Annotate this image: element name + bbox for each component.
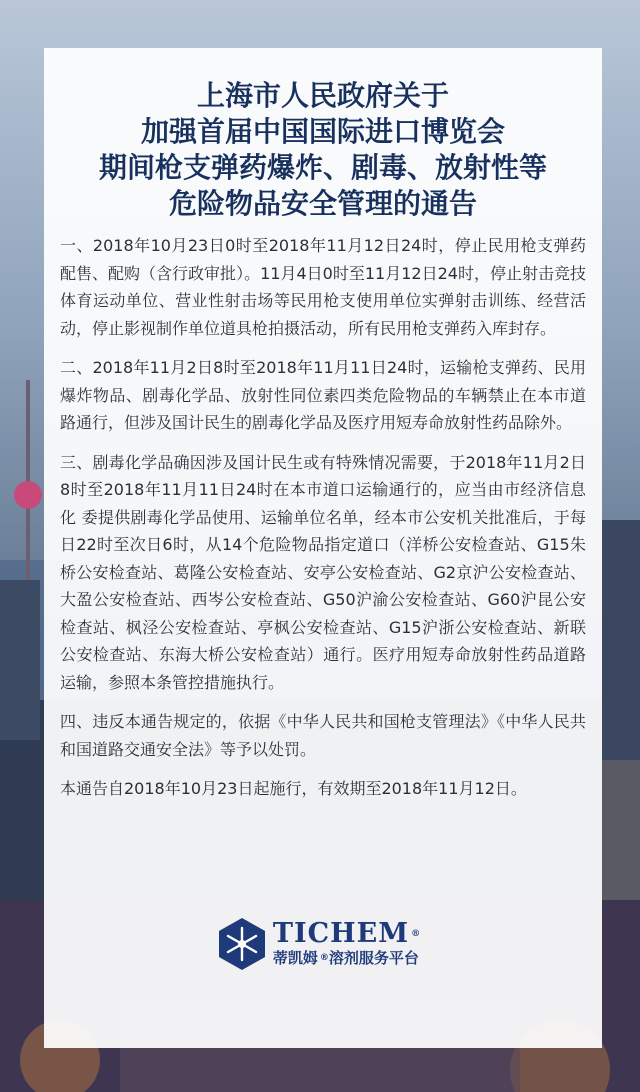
brand-text xyxy=(273,920,421,968)
notice-paragraph: 三、剧毒化学品确因涉及国计民生或有特殊情况需要，于2018年11月2日8时至2018年11月11日24时在本市道口运输通行的，应当由市经济信息化 委提供剧毒化学品使用、运输单位名单，经本市公安机关批准后，于每日22时至次日6时，从14个危险物品指定道口（洋桥公安检查站、G15朱桥公安检查站、葛隆公安检查站、安亭公安检查站、G2京沪公安检查站、大盈公安检查站、西岑公安检查站、G50沪渝公安检查站、G60沪昆公安检查站、枫泾公安检查站、亭枫公安检查站、G15沪浙公安检查站、新联公安检查站、东海大桥公安检查站）通行。医疗用短寿命放射性药品道路运输，参照本条管控措施执行。 xyxy=(60,452,586,692)
title-line: 危险物品安全管理的通告 xyxy=(168,187,477,220)
brand-logo xyxy=(0,912,640,976)
title-line: 上海市人民政府关于 xyxy=(196,79,449,112)
star-logo-icon xyxy=(219,918,265,970)
notice-panel xyxy=(44,48,602,1048)
brand-name-en: TICHEM xyxy=(272,918,410,949)
brand-slogan: 溶剂服务平台 xyxy=(328,949,419,967)
notice-paragraph: 本通告自2018年10月23日起施行，有效期至2018年11月12日。 xyxy=(60,779,527,798)
title-line: 期间枪支弹药爆炸、剧毒、放射性等 xyxy=(98,151,547,184)
brand-name-cn: 蒂凯姆 xyxy=(272,949,318,967)
notice-paragraph: 四、违反本通告规定的，依据《中华人民共和国枪支管理法》《中华人民共和国道路交通安全法》等予以处罚。 xyxy=(60,712,586,759)
notice-paragraph: 一、2018年10月23日0时至2018年11月12日24时，停止民用枪支弹药配售、配购（含行政审批）。11月4日0时至11月12日24时，停止射击竞技体育运动单位、营业性射击场等民用枪支使用单位实弹射击训练、经营活动，停止影视制作单位道具枪拍摄活动，所有民用枪支弹药入库封存。 xyxy=(60,236,586,338)
registered-mark: ® xyxy=(319,953,329,963)
notice-paragraph: 二、2018年11月2日8时至2018年11月11日24时，运输枪支弹药、民用爆炸物品、剧毒化学品、放射性同位素四类危险物品的车辆禁止在本市道路通行，但涉及国计民生的剧毒化学品及医疗用短寿命放射性药品除外。 xyxy=(60,358,586,432)
title-line: 加强首届中国国际进口博览会 xyxy=(140,115,505,148)
registered-mark: ® xyxy=(411,929,422,939)
notice-title xyxy=(60,78,586,222)
